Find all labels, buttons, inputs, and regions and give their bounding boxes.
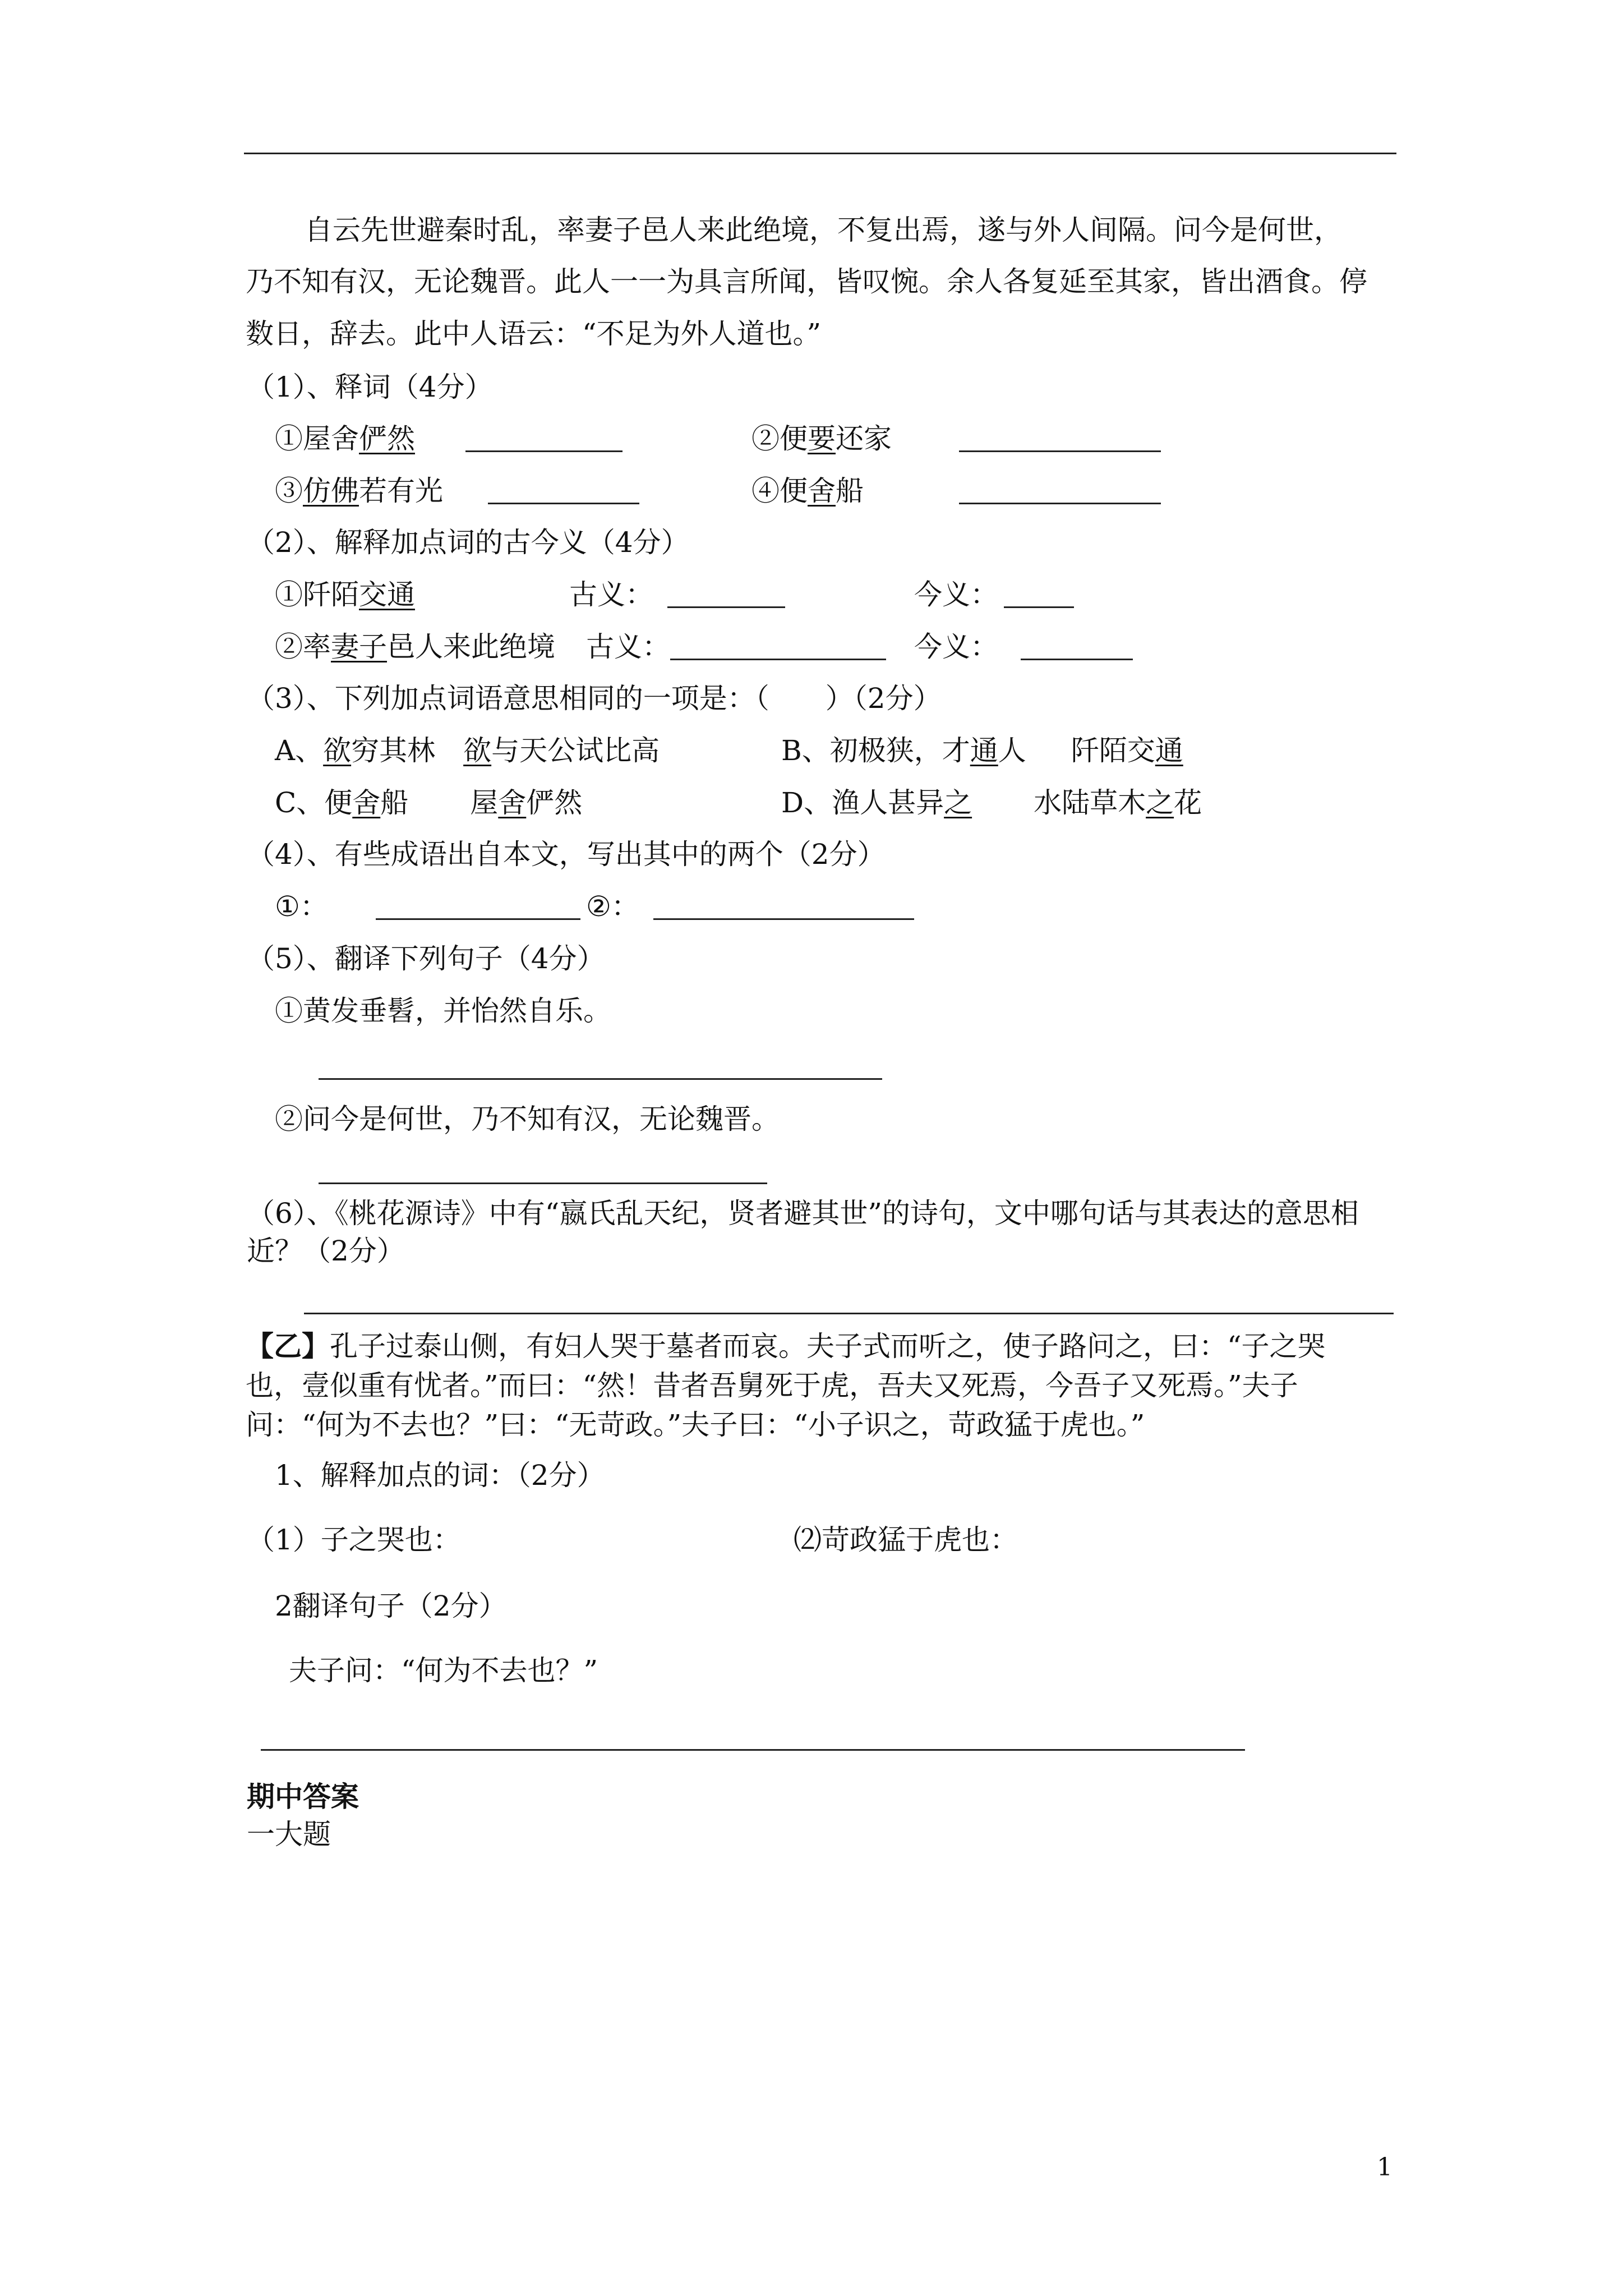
item-suffix: 若有光 [359,475,443,507]
option-text: 水陆草木 [1034,786,1146,819]
option-text: 便 [324,786,353,819]
passage-yi-line: 问：“何为不去也？”曰：“无苛政。”夫子曰：“小子识之，苛政猛于虎也。” [246,1409,1145,1441]
gu-yi-label: 古义： [569,578,653,611]
answer-line[interactable] [319,1078,882,1080]
option-text: 俨然 [526,786,583,819]
q1-item-3 [275,477,443,505]
option-text: 与天公试比高 [491,734,660,767]
q1-item-2 [751,422,892,455]
option-text: 穷其林 [351,734,436,767]
header-rule [244,153,1396,154]
item-prefix: ②便 [751,422,808,455]
marked-word: 舍 [498,786,527,819]
answer-line[interactable] [304,1313,1394,1314]
option-letter: C、 [275,786,325,819]
yi-question-1-a: （1）子之哭也： [247,1524,461,1556]
answer-blank[interactable] [667,581,785,608]
answers-section: 一大题 [247,1818,331,1851]
option-text: 阡陌交 [1071,734,1155,767]
item-prefix: ①阡陌 [275,578,359,611]
passage-line: 数日，辞去。此中人语云：“不足为外人道也。” [246,318,822,350]
marked-word: 之 [1146,786,1174,819]
answer-blank[interactable] [959,425,1161,452]
passage-yi-line: 也，壹似重有忧者。”而曰：“然！昔者吾舅死于虎，吾夫又死焉，今吾子又死焉。”夫子 [246,1369,1298,1402]
section-tag: 【乙】 [246,1329,330,1363]
jin-yi-label: 今义： [914,631,998,663]
passage-text: 孔子过泰山侧，有妇人哭于墓者而哀。夫子式而听之，使子路问之，曰：“子之哭 [330,1330,1326,1363]
answer-blank[interactable] [653,892,914,920]
item-suffix: 船 [836,475,864,507]
marked-word: 通 [1155,734,1183,767]
answer-blank[interactable] [376,892,580,920]
passage-yi-line [246,1329,1326,1363]
item-prefix: ①屋舍 [275,422,359,455]
question-6-line: （6）、《桃花源诗》中有“嬴氏乱天纪，贤者避其世”的诗句，文中哪句话与其表达的意思相 [247,1197,1359,1230]
question-3-label: （3）、下列加点词语意思相同的一项是：（ ）（2分） [247,682,942,715]
answer-blank[interactable] [1004,581,1074,608]
question-1-label: （1）、释词（4分） [247,371,493,403]
q3-option-d [781,786,1202,819]
option-text: 花 [1174,786,1202,819]
marked-word: 仿佛 [303,475,359,507]
option-text: 人 [998,734,1026,767]
item-prefix: ④便 [751,475,808,507]
marked-word: 要 [808,422,836,455]
q4-answer-2-label: ②： [586,890,639,923]
answer-blank[interactable] [959,477,1161,504]
yi-question-1-label: 1、解释加点的词：（2分） [275,1459,605,1492]
q1-item-1 [275,422,415,455]
marked-word: 舍 [352,786,381,819]
option-letter: B、 [781,734,830,767]
option-letter: A、 [275,734,324,767]
marked-word: 通 [970,734,998,767]
option-text: 渔人甚异 [832,786,944,819]
passage-line: 乃不知有汉，无论魏晋。此人一一为具言所闻，皆叹惋。余人各复延至其家，皆出酒食。停 [246,265,1367,298]
option-text: 船 [380,786,409,819]
item-suffix: 邑人来此绝境 [387,631,555,663]
q2-row-1 [275,578,415,611]
marked-word: 交通 [359,578,415,611]
q2-row-2 [275,633,555,661]
q5-sentence-2: ②问今是何世，乃不知有汉，无论魏晋。 [275,1103,780,1135]
question-4-label: （4）、有些成语出自本文，写出其中的两个（2分） [247,838,886,871]
answer-line[interactable] [319,1182,767,1184]
page-number: 1 [1377,2153,1393,2182]
passage-line: 自云先世避秦时乱，率妻子邑人来此绝境，不复出焉，遂与外人间隔。问今是何世， [305,214,1342,246]
option-text: 初极狭，才 [829,734,970,767]
yi-question-2-sentence: 夫子问：“何为不去也？” [289,1654,598,1687]
q5-sentence-1: ①黄发垂髫，并怡然自乐。 [275,995,611,1027]
marked-word: 俨然 [359,422,415,455]
answer-blank[interactable] [488,477,639,504]
q3-option-c [275,786,583,819]
gu-yi-label: 古义： [586,631,670,663]
yi-question-1-b: ⑵苛政猛于虎也： [794,1524,1018,1556]
answer-blank[interactable] [465,425,623,452]
answers-title: 期中答案 [247,1780,359,1813]
marked-word: 欲 [463,734,492,767]
q4-answer-1-label: ①： [275,890,328,923]
q3-option-b [781,734,1183,767]
item-prefix: ②率 [275,631,331,663]
marked-word: 欲 [323,734,352,767]
question-6-line: 近？（2分） [247,1235,405,1267]
item-suffix: 还家 [836,422,892,455]
answer-line[interactable] [261,1749,1245,1751]
yi-question-2-label: 2翻译句子（2分） [275,1590,507,1622]
answer-blank[interactable] [1021,633,1133,660]
item-prefix: ③ [275,475,303,507]
jin-yi-label: 今义： [914,578,998,611]
q1-item-4 [751,477,864,505]
marked-word: 之 [944,786,972,819]
option-letter: D、 [781,786,832,819]
marked-word: 妻子 [331,631,387,663]
q3-option-a [275,734,660,767]
option-text: 屋 [470,786,499,819]
answer-blank[interactable] [670,633,886,660]
marked-word: 舍 [808,475,836,507]
question-5-label: （5）、翻译下列句子（4分） [247,942,605,975]
question-2-label: （2）、解释加点词的古今义（4分） [247,526,689,559]
